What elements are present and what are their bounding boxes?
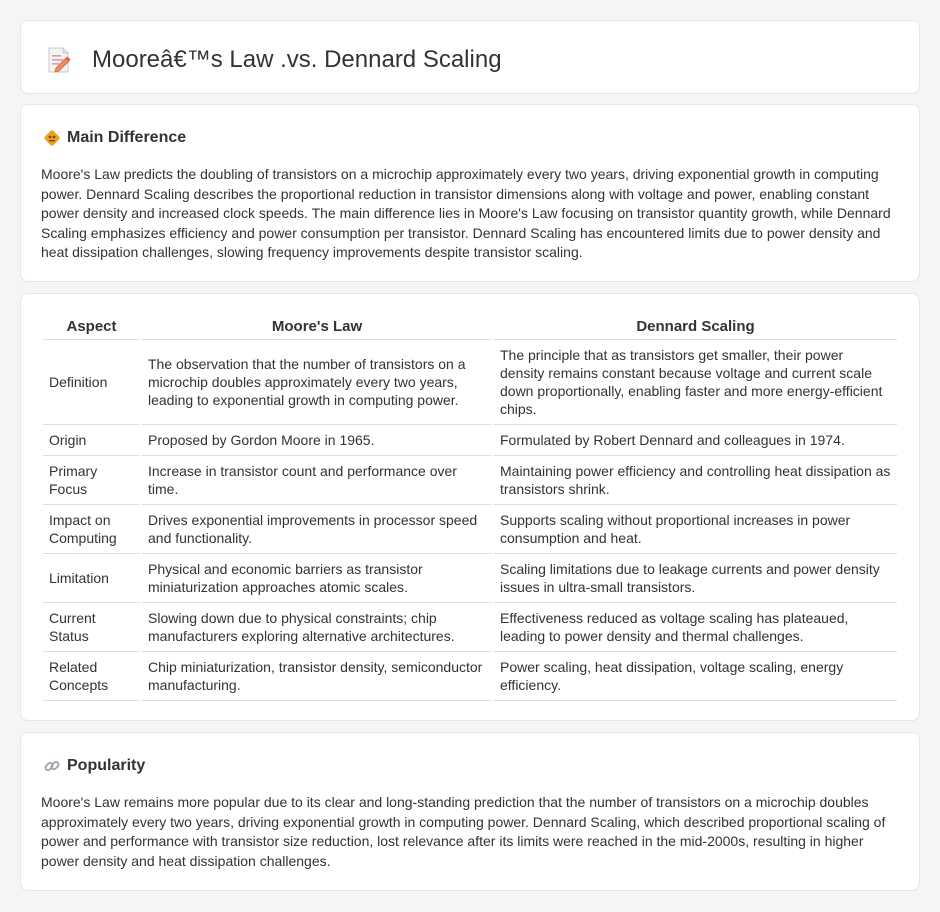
aspect-cell: Related Concepts [43, 652, 140, 701]
dennard-scaling-cell: Effectiveness reduced as voltage scaling has plateaued, leading to power density and thermal challenges. [494, 603, 897, 652]
table-header-row [43, 314, 897, 340]
dennard-scaling-cell: Scaling limitations due to leakage currents and power density issues in ultra-small transistors. [494, 554, 897, 603]
aspect-cell: Current Status [43, 603, 140, 652]
aspect-cell: Limitation [43, 554, 140, 603]
main-difference-card [20, 104, 920, 282]
popularity-text: Moore's Law remains more popular due to its clear and long-standing prediction that the number of transistors on a microchip doubles approximately every two years, driving exponential growth in computing power. Dennard Scaling, which described proportional scaling of power and performance with transistor size reduction, lost relevance after its limits were reached in the mid-2000s, resulting in higher power density and heat dissipation challenges. [41, 794, 886, 869]
dennard-scaling-cell: The principle that as transistors get smaller, their power density remains constant because voltage and current scale down proportionally, enabling faster and more energy-efficient chips. [494, 340, 897, 425]
table-row [43, 554, 897, 603]
table-row [43, 340, 897, 425]
table-row [43, 603, 897, 652]
dennard-scaling-cell: Maintaining power efficiency and controlling heat dissipation as transistors shrink. [494, 456, 897, 505]
popularity-header [43, 755, 145, 777]
aspect-cell: Impact on Computing [43, 505, 140, 554]
dennard-scaling-cell: Power scaling, heat dissipation, voltage scaling, energy efficiency. [494, 652, 897, 701]
table-row [43, 652, 897, 701]
dennard-scaling-cell: Formulated by Robert Dennard and colleagues in 1974. [494, 425, 897, 456]
header-card [20, 20, 920, 94]
header-aspect: Aspect [43, 314, 140, 340]
header-moores-law: Moore's Law [142, 314, 492, 340]
moores-law-cell: Increase in transistor count and performance over time. [142, 456, 492, 505]
comparison-table [41, 314, 899, 701]
page-title: Mooreâ€™s Law .vs. Dennard Scaling [92, 46, 502, 73]
link-icon [43, 757, 61, 775]
header-dennard-scaling: Dennard Scaling [494, 314, 897, 340]
popularity-title: Popularity [67, 757, 146, 774]
moores-law-cell: Slowing down due to physical constraints; chip manufacturers exploring alternative architectures. [142, 603, 492, 652]
main-difference-text: Moore's Law predicts the doubling of transistors on a microchip approximately every two years, driving exponential growth in computing power. Dennard Scaling describes the proportional reduction in transistor dimensions along with voltage and power, enabling constant power density and increased clock speeds. The main difference lies in Moore's Law focusing on transistor quantity growth, while Dennard Scaling emphasizes efficiency and power consumption per transistor. Dennard Scaling has encountered limits due to power density and heat dissipation challenges, slowing frequency improvements despite transistor scaling. [41, 166, 891, 260]
diamond-sign-icon [43, 129, 61, 147]
moores-law-cell: Chip miniaturization, transistor density, semiconductor manufacturing. [142, 652, 492, 701]
moores-law-cell: The observation that the number of transistors on a microchip doubles approximately every two years, leading to exponential growth in computing power. [142, 340, 492, 425]
main-difference-title: Main Difference [67, 129, 187, 146]
table-row [43, 456, 897, 505]
aspect-cell: Definition [43, 340, 140, 425]
main-difference-header [43, 127, 186, 149]
dennard-scaling-cell: Supports scaling without proportional increases in power consumption and heat. [494, 505, 897, 554]
table-row [43, 505, 897, 554]
document-pencil-icon [47, 46, 71, 74]
moores-law-cell: Physical and economic barriers as transistor miniaturization approaches atomic scales. [142, 554, 492, 603]
moores-law-cell: Drives exponential improvements in processor speed and functionality. [142, 505, 492, 554]
popularity-card [20, 732, 920, 891]
aspect-cell: Primary Focus [43, 456, 140, 505]
moores-law-cell: Proposed by Gordon Moore in 1965. [142, 425, 492, 456]
comparison-card [20, 293, 920, 721]
title-row [47, 43, 502, 77]
aspect-cell: Origin [43, 425, 140, 456]
table-row [43, 425, 897, 456]
